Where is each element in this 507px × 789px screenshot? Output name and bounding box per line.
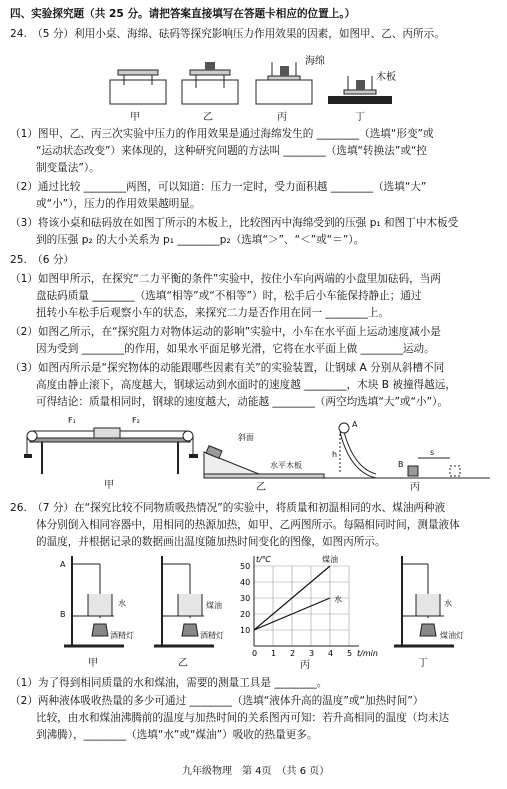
q25-p3a: （3）如图丙所示是“探究物体的动能跟哪些因素有关”的实验装置，让钢球 A 分别从斜槽不同: [10, 362, 445, 374]
q25-p3c: 可得结论：质量相同时，钢球的速度越大，动能越 ________（两空均选填“大”或“小”）。: [36, 396, 448, 408]
q25-p2b: 因为受到 ________的作用，如果水平面足够光滑，它将在水平面上做 ________运动。: [36, 343, 435, 355]
fig-bing-table: [256, 62, 312, 104]
chart-series-label: 煤油: [322, 555, 338, 564]
fig-B-label: B: [398, 460, 404, 469]
chart-temperature-vs-time: [240, 554, 378, 658]
fig-slope-apparatus: [204, 446, 324, 478]
fig-label-bing: 丙: [277, 112, 287, 123]
fig-board-label: 木板: [376, 72, 396, 83]
chart-x-tick-label: 0: [252, 649, 258, 658]
q26-p2c: 到沸腾），________（选填“水”或“煤油”）吸收的热量更多。: [36, 729, 318, 741]
q25-p2a: （2）如图乙所示，在“探究阻力对物体运动的影响”实验中，小车在水平面上运动速度减小是: [10, 326, 441, 338]
chart-x-tick-label: 2: [290, 649, 296, 658]
q25-p1b: 盘砝码质量 ________（选填“相等”或“不相等”）时，松手后小车能保持静止；通过: [36, 290, 422, 302]
q24-intro: 24. （5 分）利用小桌、海绵、砝码等探究影响压力作用效果的因素，如图甲、乙、丙所示。: [10, 28, 445, 40]
fig-alcohol-lamp-label: 酒精灯: [110, 631, 134, 640]
section-header: 四、实验探究题（共 25 分。请把答案直接填写在答题卡相应的位置上。）: [10, 8, 356, 20]
q26-p2b: 比较，由水和煤油沸腾前的温度与加热时间的关系图丙可知：若升高相同的温度（均未达: [36, 712, 450, 724]
fig-F1-label: F₁: [68, 416, 76, 425]
fig-label-bing2: 丙: [410, 482, 420, 493]
fig-balance-apparatus: [24, 428, 198, 474]
chart-y-tick-label: 30: [240, 594, 251, 603]
q26-intro-c: 的温度，并根据记录的数据画出温度随加热时间变化的图像，如图丙所示。: [36, 536, 386, 548]
fig-label-jia: 甲: [130, 112, 140, 123]
q25-intro: 25. （6 分）: [10, 254, 75, 266]
fig-B-label2: B: [60, 610, 66, 619]
fig-board-label2: 水平木板: [270, 461, 302, 470]
fig-label-jia2: 甲: [104, 480, 114, 491]
chart-y-tick-label: 10: [240, 626, 251, 635]
page-footer: 九年级物理 第 4页 （共 6 页）: [182, 766, 330, 777]
chart-x-tick-label: 5: [347, 649, 353, 658]
fig-F2-label: F₂: [132, 416, 140, 425]
fig-kerosene-label: 煤油: [206, 601, 222, 610]
q25-p1a: （1）如图甲所示，在探究“二力平衡的条件”实验中，按住小车向两端的小盘里加砝码，当两: [10, 273, 441, 285]
fig-label-ding: 丁: [355, 112, 365, 123]
fig-kerosene-lamp-label: 煤油灯: [440, 631, 464, 640]
q25-p1c: 扭转小车松手后观察小车的状态，来探究二力是否作用在同一 ________上。: [36, 307, 389, 319]
fig-sponge-label: 海绵: [305, 56, 325, 67]
fig-label-bing3: 丙: [300, 660, 310, 671]
q24-p3b: 到的压强 p₂ 的大小关系为 p₁ ________p₂（选填“＞”、“＜”或“＝”）。: [36, 234, 365, 246]
fig-jia-table: [110, 70, 166, 104]
q24-p2a: （2）通过比较 ________两图，可以知道：压力一定时，受力面积越 ________（选填“大”: [10, 181, 427, 193]
chart-y-tick-label: 20: [240, 610, 251, 619]
chart-x-axis-label: t/min: [357, 649, 378, 658]
q24-p1c: 制变量法”）。: [36, 162, 100, 174]
q26-intro-b: 体分别倒入相同容器中，用相同的热源加热，如甲、乙两图所示。每隔相同时间，测量液体: [36, 519, 460, 531]
fig-label-ding3: 丁: [418, 658, 428, 669]
fig-label-yi: 乙: [203, 112, 213, 123]
q24-p1a: （1）图甲、乙、丙三次实验中压力的作用效果是通过海绵发生的 ________（选填“形变”或: [10, 128, 434, 140]
q25-p3b: 高度由静止滚下，高度越大，钢球运动到水面时的速度越 ________，木块 B 被撞得越远，: [36, 379, 456, 391]
chart-x-tick-label: 1: [271, 649, 277, 658]
chart-x-tick-label: 4: [328, 649, 334, 658]
q26-p1: （1）为了得到相同质量的水和煤油，需要的测量工具是 ________。: [10, 677, 328, 689]
chart-series-label: 水: [334, 595, 342, 604]
q26-p2a: （2）两种液体吸收热量的多少可通过 ________（选填“液体升高的温度”或“加热时间”）: [10, 695, 424, 707]
q26-intro-a: 26. （7 分）在“探究比较不同物质吸热情况”的实验中，将质量和初温相同的水、煤油两种液: [10, 502, 446, 514]
q24-p3a: （3）将该小桌和砝码放在如图丁所示的木板上，比较图丙中海绵受到的压强 p₁ 和图丁中木板受: [10, 217, 459, 229]
fig-yi-table: [182, 62, 238, 104]
fig-water-label: 水: [118, 599, 126, 608]
fig-kinetic-apparatus: [324, 423, 490, 478]
q24-p2b: 或“小”），压力的作用效果越明显。: [36, 198, 201, 210]
fig-A-label2: A: [60, 560, 66, 569]
fig-s-label: s: [430, 448, 435, 457]
q24-p1b: “运动状态改变”）来体现的，这种研究问题的方法叫 ________（选填“转换法”或“控: [36, 145, 427, 157]
fig-slope-label: 斜面: [238, 433, 254, 442]
q26-figure-svg: [54, 550, 484, 670]
fig-h-label: h: [332, 450, 338, 459]
q24-figures: [100, 52, 400, 122]
fig-alcohol-lamp-label2: 酒精灯: [200, 631, 224, 640]
fig-label-yi3: 乙: [178, 658, 188, 669]
chart-y-tick-label: 40: [240, 578, 251, 587]
chart-y-tick-label: 50: [240, 562, 251, 571]
fig-A-label: A: [352, 420, 358, 429]
fig-water-label2: 水: [444, 599, 452, 608]
chart-x-tick-label: 3: [309, 649, 315, 658]
fig-label-yi2: 乙: [256, 482, 266, 493]
q26-figures: [54, 550, 484, 670]
chart-y-axis-label: t/℃: [256, 555, 271, 564]
fig-label-jia3: 甲: [88, 658, 98, 669]
q25-figures: [24, 412, 494, 493]
